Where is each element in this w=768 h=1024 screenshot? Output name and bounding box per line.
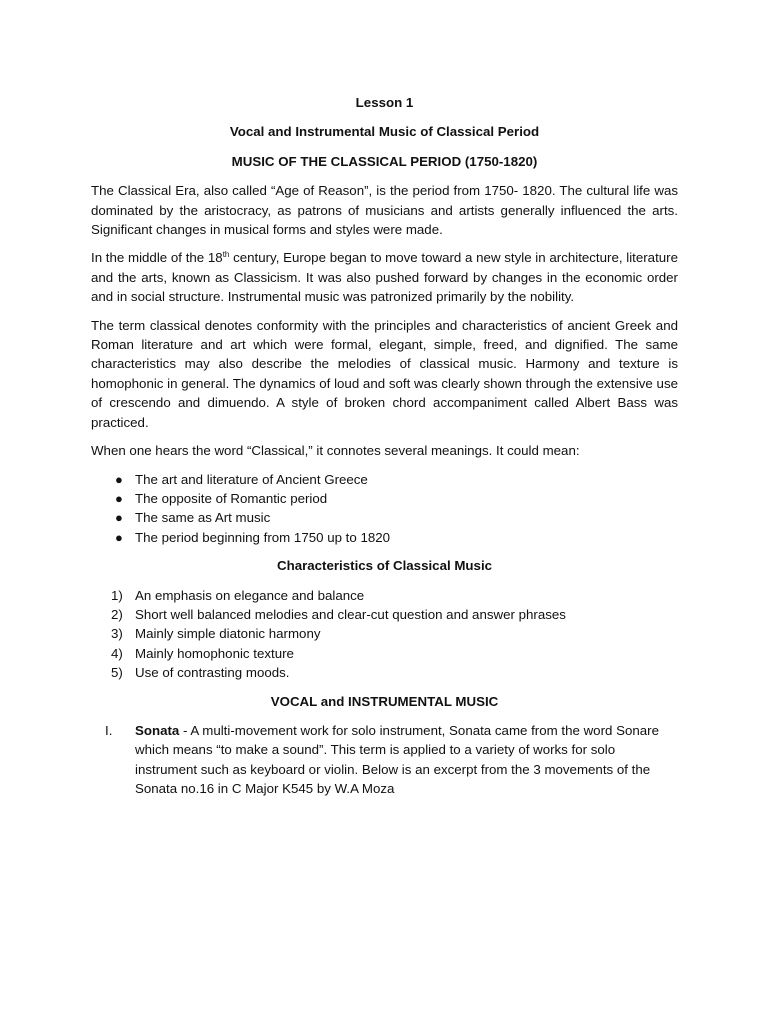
document-subtitle: MUSIC OF THE CLASSICAL PERIOD (1750-1820): [231, 153, 538, 169]
list-item: ● The art and literature of Ancient Greece: [91, 470, 678, 489]
paragraph-meanings-intro: When one hears the word “Classical,” it connotes several meanings. It could mean:: [91, 443, 580, 459]
paragraph-classical-era: The Classical Era, also called “Age of Reason”, is the period from 1750- 1820. The cultural life was dominated by the aristocracy, as patrons of musicians and artists generally influenced the arts. Significant changes in musical forms and styles were made.: [91, 183, 678, 238]
vocal-instrumental-heading: VOCAL and INSTRUMENTAL MUSIC: [270, 693, 499, 709]
characteristics-heading: Characteristics of Classical Music: [276, 558, 493, 574]
list-item: 4) Mainly homophonic texture: [111, 645, 294, 661]
list-item: ● The same as Art music: [91, 508, 678, 527]
list-item: 1) An emphasis on elegance and balance: [111, 587, 365, 603]
bullet-icon: ●: [115, 529, 123, 545]
list-item: 5) Use of contrasting moods.: [111, 665, 290, 681]
characteristics-list: [91, 586, 678, 683]
section-numeral: I.: [105, 722, 113, 738]
list-item: 3) Mainly simple diatonic harmony: [111, 626, 321, 642]
bullet-icon: ●: [115, 471, 123, 487]
paragraph-term-classical: The term classical denotes conformity with the principles and characteristics of ancient Greek and Roman literature and art which were formal, elegant, simple, freed, and dignified. The same characteristics may also describe the melodies of classical music. Harmony and texture is homophonic in general. The dynamics of loud and soft was clearly shown through the extensive use of crescendo and dimuendo. A style of broken chord accompaniment called Albert Bass was practiced.: [91, 317, 678, 430]
bullet-icon: ●: [115, 490, 123, 506]
meanings-list: [91, 470, 678, 548]
sonata-description: Sonata - A multi-movement work for solo instrument, Sonata came from the word Sonare which means “to make a sound”. This term is applied to a variety of works for solo instrument such as keyboard or violin. Below is an excerpt from the 3 movements of the Sonata no.16 in C Major K545 by W.A Moza: [135, 722, 659, 797]
paragraph-classicism: In the middle of the 18th century, Europe began to move toward a new style in architecture, literature and the arts, known as Classicism. It was also pushed forward by changes in the economic order and in social structure. Instrumental music was patronized primarily by the nobility.: [91, 250, 678, 305]
document-title: Vocal and Instrumental Music of Classical Period: [229, 124, 540, 140]
lesson-label: Lesson 1: [355, 95, 414, 110]
list-item: 2) Short well balanced melodies and clear-cut question and answer phrases: [111, 606, 566, 622]
list-item: ● The opposite of Romantic period: [91, 489, 678, 508]
list-item: ● The period beginning from 1750 up to 1820: [91, 528, 678, 547]
sonata-section: [91, 721, 678, 799]
bullet-icon: ●: [115, 510, 123, 526]
